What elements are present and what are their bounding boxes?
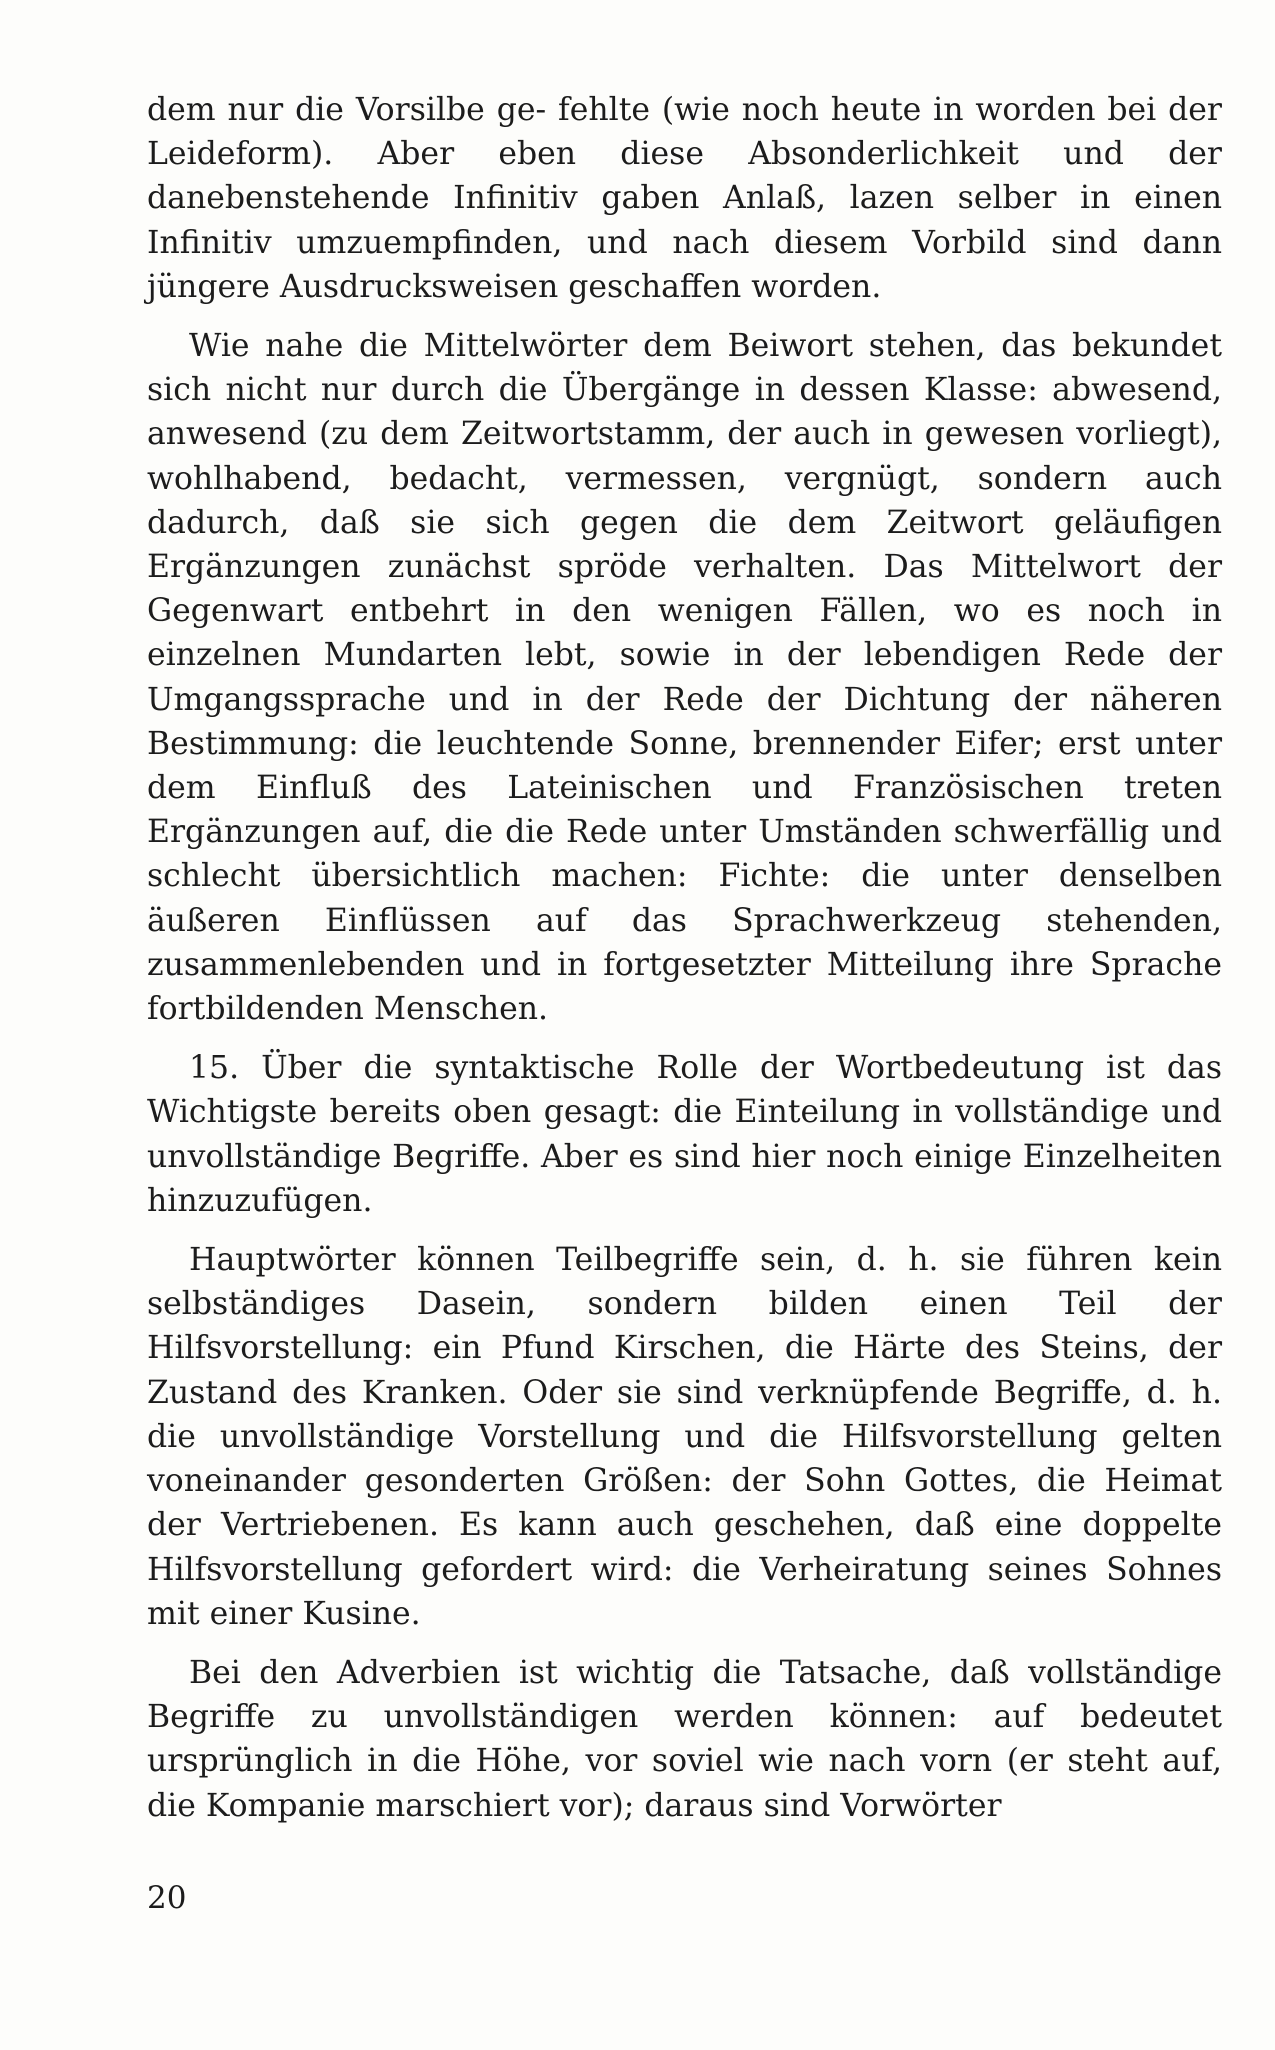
paragraph-1: dem nur die Vorsilbe ge- fehlte (wie noch heute in worden bei der Leideform). Aber eben diese Absonderlichkeit und der danebenstehende Infinitiv gaben Anlaß, lazen selber in einen Infinitiv umzuempfinden, und nach diesem Vorbild sind dann jüngere Ausdrucksweisen geschaffen worden. xyxy=(147,92,1222,305)
body-text xyxy=(147,88,1222,1843)
paragraph-2: Wie nahe die Mittelwörter dem Beiwort stehen, das bekundet sich nicht nur durch die Übergänge in dessen Klasse: abwesend, anwesend (zu dem Zeitwortstamm, der auch in gewesen vorliegt), wohlhabend, bedacht, vermessen, vergnügt, sondern auch dadurch, daß sie sich gegen die dem Zeitwort geläufigen Ergänzungen zunächst spröde verhalten. Das Mittelwort der Gegenwart entbehrt in den wenigen Fällen, wo es noch in einzelnen Mundarten lebt, sowie in der lebendigen Rede der Umgangssprache und in der Rede der Dichtung der näheren Bestimmung: die leuchtende Sonne, brennender Eifer; erst unter dem Einfluß des Lateinischen und Französischen treten Ergänzungen auf, die die Rede unter Umständen schwerfällig und schlecht übersichtlich machen: Fichte: die unter denselben äußeren Einflüssen auf das Sprachwerkzeug stehenden, zusammenlebenden und in fortgesetzter Mitteilung ihre Sprache fortbildenden Menschen. xyxy=(147,328,1222,1028)
page-number: 20 xyxy=(147,1880,187,1916)
paragraph-3: 15. Über die syntaktische Rolle der Wortbedeutung ist das Wichtigste bereits oben gesagt: die Einteilung in vollständige und unvollständige Begriffe. Aber es sind hier noch einige Einzelheiten hinzuzufügen. xyxy=(147,1050,1222,1219)
paragraph-5: Bei den Adverbien ist wichtig die Tatsache, daß vollständige Begriffe zu unvollständigen werden können: auf bedeutet ursprünglich in die Höhe, vor soviel wie nach vorn (er steht auf, die Kompanie marschiert vor); daraus sind Vorwörter xyxy=(147,1654,1222,1824)
paragraph-4: Hauptwörter können Teilbegriffe sein, d. h. sie führen kein selbständiges Dasein, sondern bilden einen Teil der Hilfsvorstellung: ein Pfund Kirschen, die Härte des Steins, der Zustand des Kranken. Oder sie sind verknüpfende Begriffe, d. h. die unvollständige Vorstellung und die Hilfsvorstellung gelten voneinander gesonderten Größen: der Sohn Gottes, die Heimat der Vertriebenen. Es kann auch geschehen, daß eine doppelte Hilfsvorstellung gefordert wird: die Verheiratung seines Sohnes mit einer Kusine. xyxy=(147,1242,1222,1632)
